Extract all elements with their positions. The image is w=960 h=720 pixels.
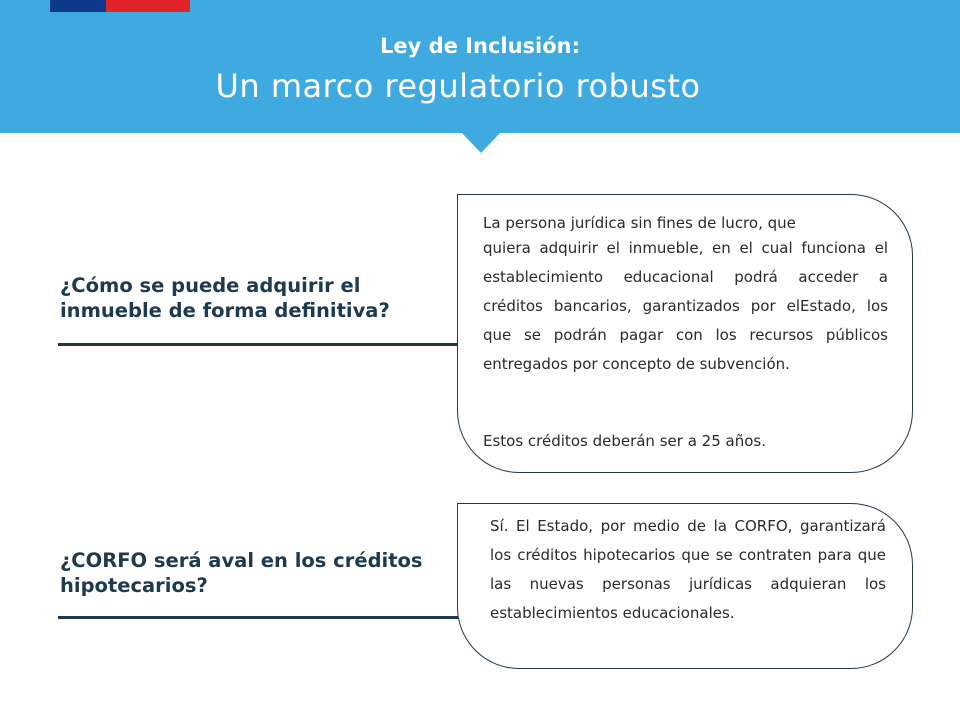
answer-1-bubble [457,194,913,473]
question-2-underline [58,616,458,619]
flag-red-segment [106,0,190,12]
flag-stripe [50,0,190,12]
header-banner [0,0,960,133]
answer-1-body: quiera adquirir el inmueble, en el cual funciona el establecimiento educacional podrá acceder a créditos bancarios, garantizados por elEstado, los que se podrán pagar con los recursos públicos entregados por concepto de subvención. [483,239,888,373]
flag-blue-segment [50,0,106,12]
answer-1-first-line: La persona jurídica sin fines de lucro, que [483,214,796,232]
answer-2-bubble [457,503,913,669]
page-title: Ley de Inclusión: [379,34,581,58]
answer-2-text: Sí. El Estado, por medio de la CORFO, garantizará los créditos hipotecarios que se contraten para que las nuevas personas jurídicas adquieran los establecimientos educacionales. [490,517,886,622]
header-pointer-arrow [461,132,501,153]
question-2: ¿CORFO será aval en los créditos hipotecarios? [60,549,423,597]
answer-1-extra: Estos créditos deberán ser a 25 años. [483,432,766,450]
answer-1-text [483,212,888,379]
page-subtitle: Un marco regulatorio robusto [215,67,701,105]
question-1: ¿Cómo se puede adquirir el inmueble de forma definitiva? [60,274,390,322]
question-1-underline [58,343,458,346]
